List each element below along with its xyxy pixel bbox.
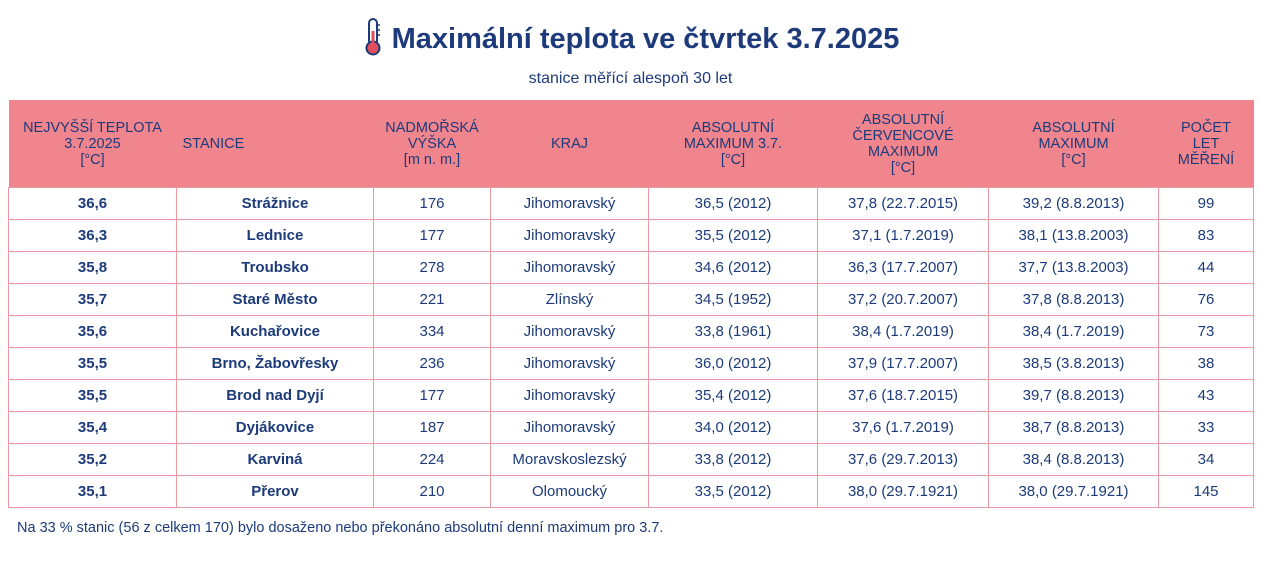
header-line: MAXIMUM: [867, 143, 939, 160]
page-title: Maximální teplota ve čtvrtek 3.7.2025: [391, 22, 900, 55]
cell-station: Strážnice: [177, 188, 374, 220]
col-header-abs-july-max: [818, 100, 989, 188]
cell-station: Brno, Žabovřesky: [177, 348, 374, 380]
cell-abs-max-date: 34,5 (1952): [649, 284, 818, 316]
thermometer-icon: [362, 17, 384, 57]
header-line: VÝŠKA: [407, 135, 457, 152]
col-header-abs-max-date: [649, 100, 818, 188]
cell-altitude: 278: [374, 252, 491, 284]
table-row: [9, 284, 1254, 316]
cell-abs-july-max: 37,6 (29.7.2013): [818, 444, 989, 476]
cell-abs-max: 39,7 (8.8.2013): [989, 380, 1159, 412]
cell-station: Troubsko: [177, 252, 374, 284]
col-header-years: [1159, 100, 1254, 188]
cell-region: Jihomoravský: [491, 188, 649, 220]
cell-abs-july-max: 38,0 (29.7.1921): [818, 476, 989, 508]
cell-abs-max-date: 33,5 (2012): [649, 476, 818, 508]
cell-years: 76: [1159, 284, 1254, 316]
cell-abs-july-max: 37,1 (1.7.2019): [818, 220, 989, 252]
cell-region: Jihomoravský: [491, 380, 649, 412]
cell-station: Brod nad Dyjí: [177, 380, 374, 412]
cell-altitude: 334: [374, 316, 491, 348]
temperature-table: [8, 100, 1254, 508]
header-line: [°C]: [890, 159, 916, 176]
cell-region: Jihomoravský: [491, 220, 649, 252]
cell-years: 34: [1159, 444, 1254, 476]
cell-altitude: 177: [374, 380, 491, 412]
header-line: ABSOLUTNÍ: [1032, 119, 1115, 136]
cell-region: Moravskoslezský: [491, 444, 649, 476]
cell-abs-max-date: 33,8 (2012): [649, 444, 818, 476]
table-header-row: [9, 100, 1254, 188]
cell-years: 99: [1159, 188, 1254, 220]
cell-altitude: 187: [374, 412, 491, 444]
cell-max-temp: 35,5: [9, 348, 177, 380]
cell-station: Kuchařovice: [177, 316, 374, 348]
cell-max-temp: 35,5: [9, 380, 177, 412]
cell-abs-max: 37,8 (8.8.2013): [989, 284, 1159, 316]
cell-station: Přerov: [177, 476, 374, 508]
cell-abs-july-max: 37,6 (1.7.2019): [818, 412, 989, 444]
header-line: MĚŘENÍ: [1177, 151, 1235, 168]
cell-abs-july-max: 37,2 (20.7.2007): [818, 284, 989, 316]
cell-max-temp: 35,6: [9, 316, 177, 348]
cell-abs-max: 38,5 (3.8.2013): [989, 348, 1159, 380]
cell-station: Karviná: [177, 444, 374, 476]
cell-abs-max-date: 36,0 (2012): [649, 348, 818, 380]
table-body: [9, 188, 1254, 508]
cell-years: 43: [1159, 380, 1254, 412]
cell-altitude: 224: [374, 444, 491, 476]
cell-max-temp: 35,1: [9, 476, 177, 508]
header-line: ABSOLUTNÍ: [691, 119, 775, 136]
cell-years: 73: [1159, 316, 1254, 348]
cell-max-temp: 36,3: [9, 220, 177, 252]
cell-abs-july-max: 36,3 (17.7.2007): [818, 252, 989, 284]
cell-station: Dyjákovice: [177, 412, 374, 444]
cell-abs-max-date: 36,5 (2012): [649, 188, 818, 220]
header-line: POČET: [1181, 119, 1231, 136]
col-header-region: [491, 100, 649, 188]
cell-abs-july-max: 37,8 (22.7.2015): [818, 188, 989, 220]
cell-abs-max: 38,7 (8.8.2013): [989, 412, 1159, 444]
cell-region: Jihomoravský: [491, 348, 649, 380]
cell-abs-max: 38,4 (8.8.2013): [989, 444, 1159, 476]
header-line: 3.7.2025: [64, 135, 121, 152]
header-line: NADMOŘSKÁ: [385, 119, 479, 136]
table-row: [9, 348, 1254, 380]
col-header-station: [177, 100, 374, 188]
table-row: [9, 380, 1254, 412]
cell-abs-max: 38,0 (29.7.1921): [989, 476, 1159, 508]
cell-region: Olomoucký: [491, 476, 649, 508]
cell-abs-july-max: 37,6 (18.7.2015): [818, 380, 989, 412]
footnote: Na 33 % stanic (56 z celkem 170) bylo dosaženo nebo překonáno absolutní denní maximum pro 3.7.: [17, 520, 664, 536]
cell-region: Zlínský: [491, 284, 649, 316]
cell-region: Jihomoravský: [491, 316, 649, 348]
header-line: [°C]: [1061, 151, 1086, 168]
cell-abs-max: 38,4 (1.7.2019): [989, 316, 1159, 348]
header-line: ABSOLUTNÍ: [861, 111, 945, 128]
col-header-max-temp: [9, 100, 177, 188]
cell-abs-max: 39,2 (8.8.2013): [989, 188, 1159, 220]
cell-abs-max-date: 35,5 (2012): [649, 220, 818, 252]
cell-station: Staré Město: [177, 284, 374, 316]
cell-abs-max: 37,7 (13.8.2003): [989, 252, 1159, 284]
table-row: [9, 188, 1254, 220]
cell-abs-july-max: 38,4 (1.7.2019): [818, 316, 989, 348]
cell-years: 145: [1159, 476, 1254, 508]
cell-max-temp: 35,7: [9, 284, 177, 316]
cell-altitude: 176: [374, 188, 491, 220]
header-line: MAXIMUM: [1038, 135, 1109, 152]
cell-max-temp: 35,2: [9, 444, 177, 476]
cell-altitude: 210: [374, 476, 491, 508]
header-line: NEJVYŠŠÍ TEPLOTA: [23, 119, 162, 136]
col-header-altitude: [374, 100, 491, 188]
cell-years: 83: [1159, 220, 1254, 252]
table-row: [9, 444, 1254, 476]
cell-station: Lednice: [177, 220, 374, 252]
cell-max-temp: 36,6: [9, 188, 177, 220]
cell-abs-max-date: 34,6 (2012): [649, 252, 818, 284]
cell-years: 33: [1159, 412, 1254, 444]
header-line: [°C]: [720, 151, 746, 168]
col-header-abs-max: [989, 100, 1159, 188]
cell-region: Jihomoravský: [491, 412, 649, 444]
cell-max-temp: 35,8: [9, 252, 177, 284]
table-row: [9, 220, 1254, 252]
cell-abs-max-date: 35,4 (2012): [649, 380, 818, 412]
cell-years: 44: [1159, 252, 1254, 284]
cell-abs-july-max: 37,9 (17.7.2007): [818, 348, 989, 380]
cell-altitude: 177: [374, 220, 491, 252]
header-line: STANICE: [182, 135, 245, 152]
cell-max-temp: 35,4: [9, 412, 177, 444]
cell-altitude: 236: [374, 348, 491, 380]
cell-abs-max-date: 34,0 (2012): [649, 412, 818, 444]
cell-years: 38: [1159, 348, 1254, 380]
header-line: [°C]: [80, 151, 105, 168]
table-row: [9, 316, 1254, 348]
header-line: LET: [1192, 135, 1220, 152]
header-line: ČERVENCOVÉ: [852, 127, 954, 144]
table-row: [9, 412, 1254, 444]
page-subtitle: stanice měřící alespoň 30 let: [528, 70, 733, 87]
header-line: [m n. m.]: [403, 151, 461, 168]
cell-abs-max-date: 33,8 (1961): [649, 316, 818, 348]
cell-abs-max: 38,1 (13.8.2003): [989, 220, 1159, 252]
cell-region: Jihomoravský: [491, 252, 649, 284]
header-line: KRAJ: [550, 135, 589, 152]
table-row: [9, 476, 1254, 508]
table-row: [9, 252, 1254, 284]
cell-altitude: 221: [374, 284, 491, 316]
header-line: MAXIMUM 3.7.: [683, 135, 783, 152]
title-row: [0, 14, 1261, 64]
